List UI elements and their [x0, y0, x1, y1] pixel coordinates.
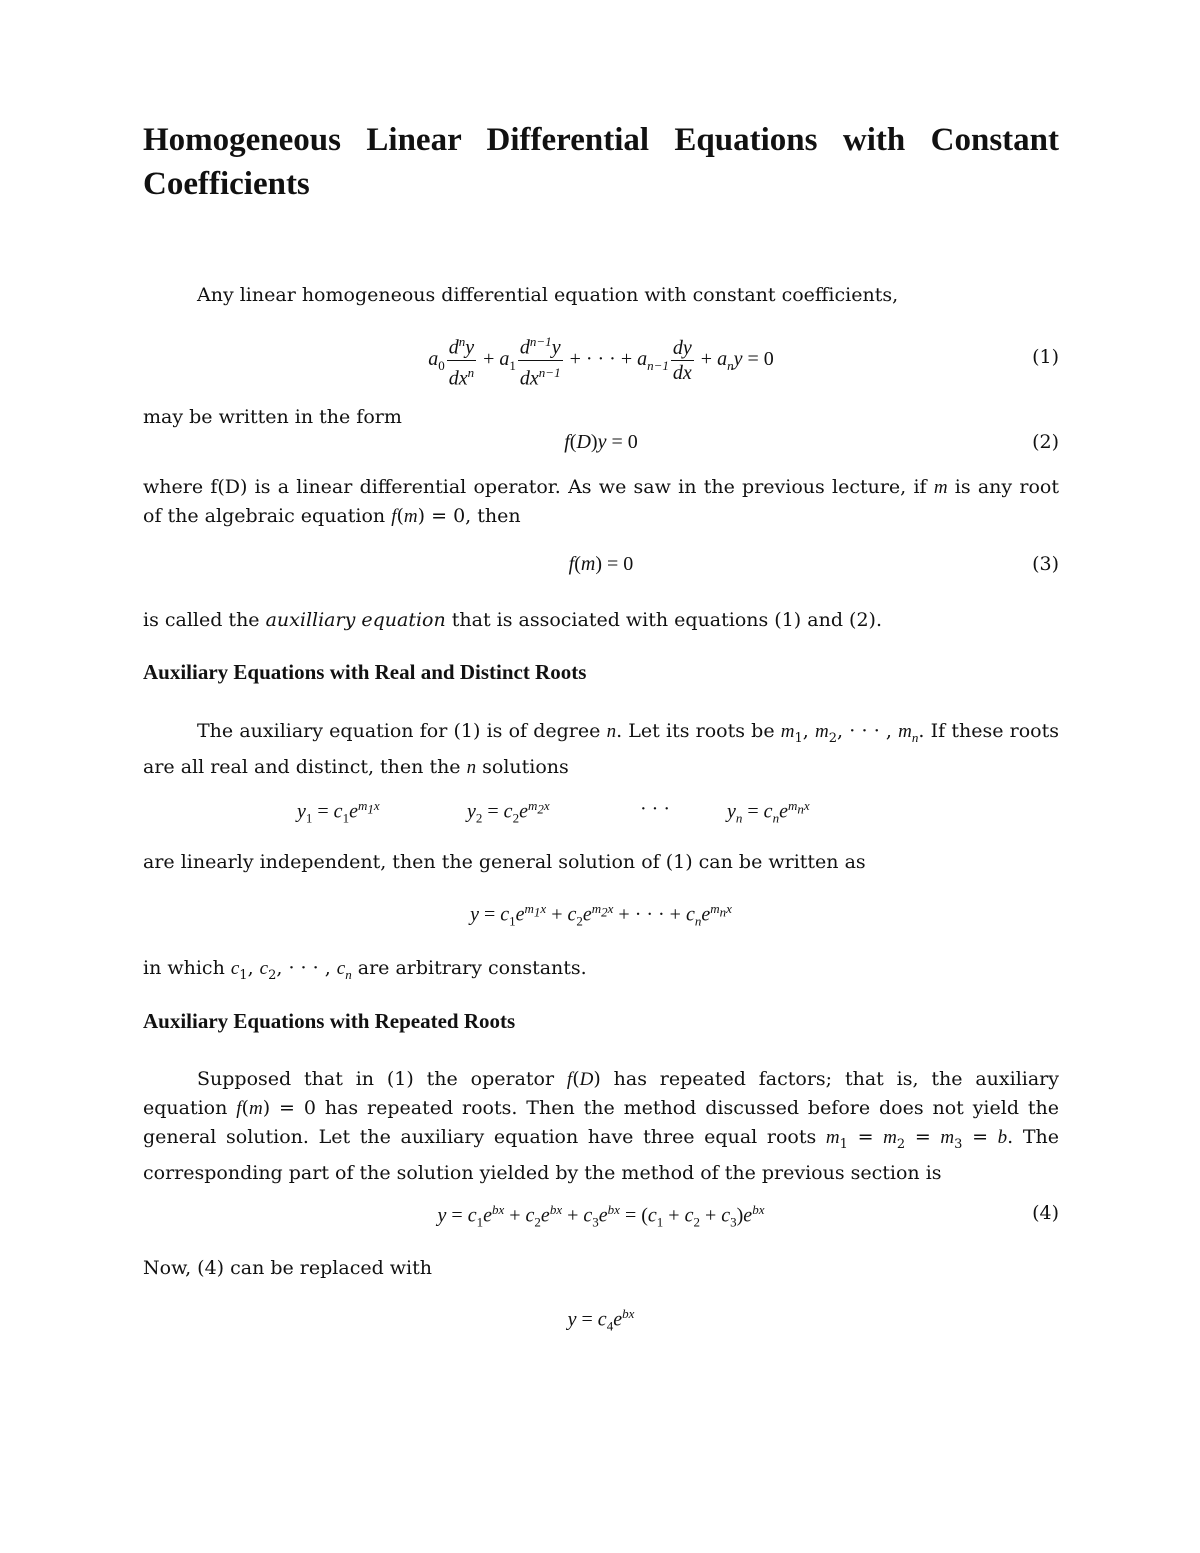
- equation-1: $a_0$ $\frac{d^ny}{dx^n}$ + $a_1$ $\frac{d^{n-1}y}{dx^{n-1}}$ + · · · + $a_{n-1}$ $\frac{dy}{dx}$ + $a_ny = 0$ (1): [143, 330, 1059, 390]
- equation-4: $y = c_1e^{bx} + c_2e^{bx} + c_3e^{bx} = (c_1 + c_2 + c_3)e^{bx}$ (4): [437, 1202, 1059, 1230]
- repeated-paragraph: Supposed that in (1) the operator f(D) has repeated factors; that is, the auxiliary equation f(m) = 0 has repeated roots. Then the method discussed before does not yield the general solution. Let the auxiliary equation have three equal roots $m_1 = m_2 = m_3 = b$. The corresponding part of the solution yielded by the method of the previous section is: [143, 1068, 1060, 1184]
- intro-paragraph: Any linear homogeneous differential equation with constant coefficients,: [197, 284, 899, 306]
- section-heading-repeated: Auxiliary Equations with Repeated Roots: [143, 1009, 516, 1033]
- equation-4-number: (4): [1032, 1202, 1059, 1224]
- equation-2-number: (2): [1032, 431, 1059, 453]
- replace-paragraph: Now, (4) can be replaced with: [143, 1257, 432, 1279]
- equation-3-number: (3): [1032, 553, 1059, 575]
- operator-paragraph: where f(D) is a linear differential operator. As we saw in the previous lecture, if m is any root of the algebraic equation f(m) = 0, then: [143, 476, 1059, 527]
- form-paragraph: may be written in the form: [143, 406, 402, 428]
- general-solution-equation: $y = c_1e^{m_1x} + c_2e^{m_2x}$ + · · · + $c_ne^{m_nx}$: [470, 901, 732, 929]
- constants-paragraph: in which $c_1$, $c_2$, · · · , $c_n$ are arbitrary constants.: [143, 957, 587, 983]
- independent-paragraph: are linearly independent, then the general solution of (1) can be written as: [143, 851, 866, 873]
- auxiliary-paragraph: is called the auxilliary equation that is associated with equations (1) and (2).: [143, 609, 882, 631]
- equation-2: f(D)y = 0 (2): [564, 431, 1059, 453]
- equation-1-number: (1): [1032, 346, 1059, 368]
- distinct-paragraph: The auxiliary equation for (1) is of degree n. Let its roots be $m_1$, $m_2$, · · · , $m_n$. If these roots are all real and distinct, then the n solutions: [143, 720, 1060, 778]
- section-heading-distinct: Auxiliary Equations with Real and Distinct Roots: [143, 660, 587, 684]
- equation-3: f(m) = 0 (3): [568, 553, 1059, 575]
- replacement-equation: $y = c_4e^{bx}$: [567, 1306, 635, 1334]
- page-title: Homogeneous Linear Differential Equations with Constant Coefficients: [143, 122, 1059, 202]
